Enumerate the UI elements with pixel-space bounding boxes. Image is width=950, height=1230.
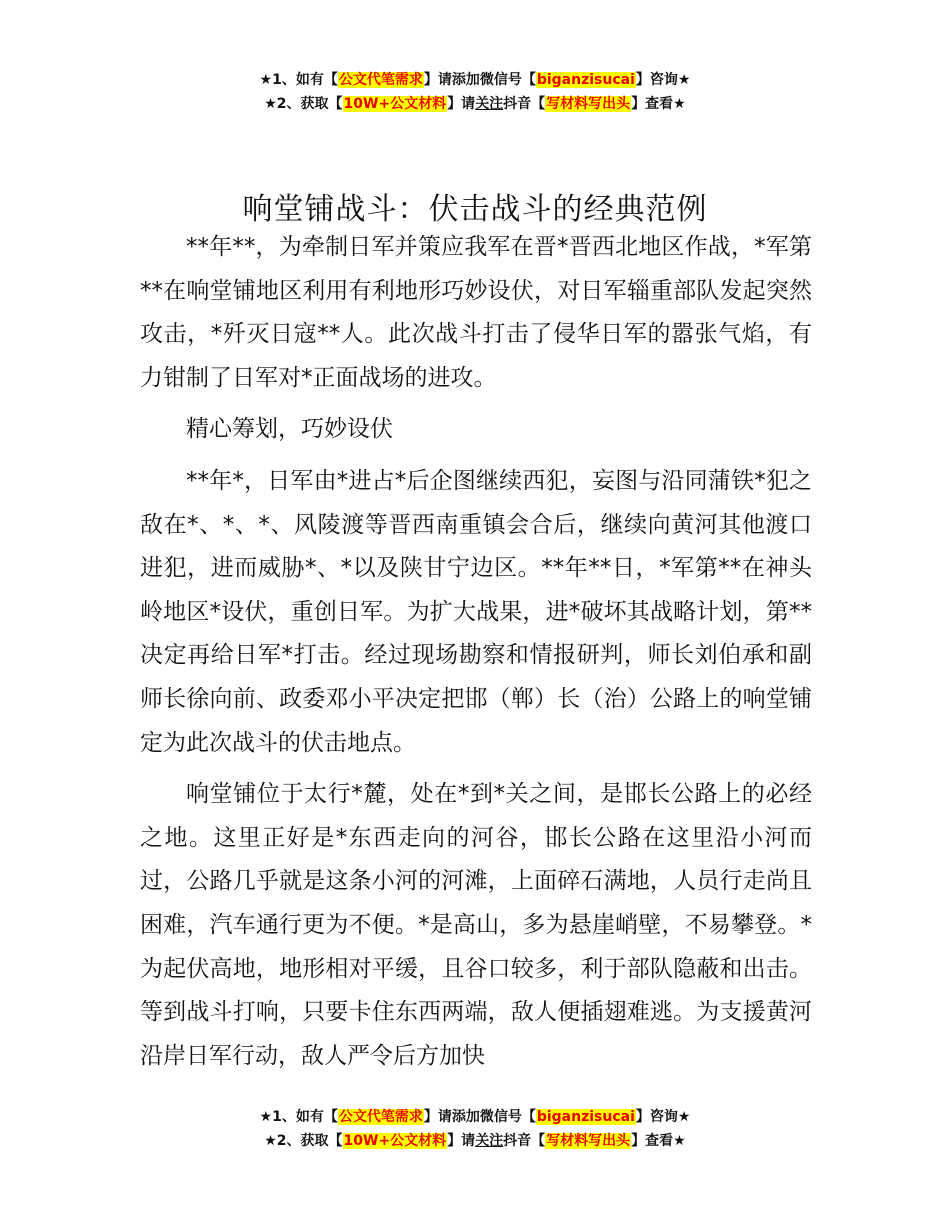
banner-line-1 [0,1105,950,1129]
banner-line-1-prefix: ★1、如有【 [259,1109,338,1125]
banner-highlight-douyin: 写材料写出头 [546,96,631,112]
banner-line-2-mid2: 抖音【 [503,96,546,112]
banner-highlight-materials: 10W+公文材料 [343,1133,447,1149]
banner-line-2-suffix: 】查看★ [631,1133,686,1149]
banner-line-1 [0,68,950,92]
banner-line-1-mid: 】请添加微信号【 [423,1109,536,1125]
bottom-banner [0,1105,950,1153]
top-banner [0,68,950,116]
banner-highlight-douyin: 写材料写出头 [546,1133,631,1149]
banner-highlight-wechat-id: biganzisucai [536,1109,635,1125]
banner-highlight-materials: 10W+公文材料 [343,96,447,112]
document-body [140,226,812,1086]
banner-highlight-wechat-id: biganzisucai [536,72,635,88]
banner-line-2-mid2: 抖音【 [503,1133,546,1149]
paragraph-intro: **年**，为牵制日军并策应我军在晋*晋西北地区作战，*军第**在响堂铺地区利用有利地形巧妙设伏，对日军辎重部队发起突然攻击，*歼灭日寇**人。此次战斗打击了侵华日军的嚣张气焰，有力钳制了日军对*正面战场的进攻。 [140,234,812,391]
banner-line-2-prefix: ★2、获取【 [264,1133,343,1149]
banner-line-2 [0,1129,950,1153]
paragraph-background: **年*，日军由*进占*后企图继续西犯，妄图与沿同蒲铁*犯之敌在*、*、*、风陵渡等晋西南重镇会合后，继续向黄河其他渡口进犯，进而威胁*、*以及陕甘宁边区。**年**日，*军第**在神头岭地区*设伏，重创日军。为扩大战果，进*破坏其战略计划，第**决定再给日军*打击。经过现场勘察和情报研判，师长刘伯承和副师长徐向前、政委邓小平决定把邯（郸）长（治）公路上的响堂铺定为此次战斗的伏击地点。 [140,467,812,756]
banner-highlight-writing-service: 公文代笔需求 [338,72,423,88]
banner-underlined-follow: 关注 [475,96,504,112]
banner-highlight-writing-service: 公文代笔需求 [338,1109,423,1125]
banner-line-1-suffix: 】咨询★ [635,1109,691,1125]
section-heading: 精心筹划，巧妙设伏 [186,416,393,443]
banner-line-1-prefix: ★1、如有【 [259,72,338,88]
banner-line-2-suffix: 】查看★ [631,96,686,112]
banner-underlined-follow: 关注 [475,1133,504,1149]
banner-line-1-suffix: 】咨询★ [635,72,691,88]
document-title: 响堂铺战斗：伏击战斗的经典范例 [242,192,708,228]
banner-line-1-mid: 】请添加微信号【 [423,72,536,88]
banner-line-2-mid: 】请 [447,1133,476,1149]
banner-line-2-mid: 】请 [447,96,476,112]
paragraph-terrain: 响堂铺位于太行*麓，处在*到*关之间，是邯长公路上的必经之地。这里正好是*东西走向的河谷，邯长公路在这里沿小河而过，公路几乎就是这条小河的河滩，上面碎石满地，人员行走尚且困难，汽车通行更为不便。*是高山，多为悬崖峭壁，不易攀登。*为起伏高地，地形相对平缓，且谷口较多，利于部队隐蔽和出击。等到战斗打响，只要卡住东西两端，敌人便插翅难逃。为支援黄河沿岸日军行动，敌人严令后方加快 [140,781,812,1069]
banner-line-2-prefix: ★2、获取【 [264,96,343,112]
banner-line-2 [0,92,950,116]
